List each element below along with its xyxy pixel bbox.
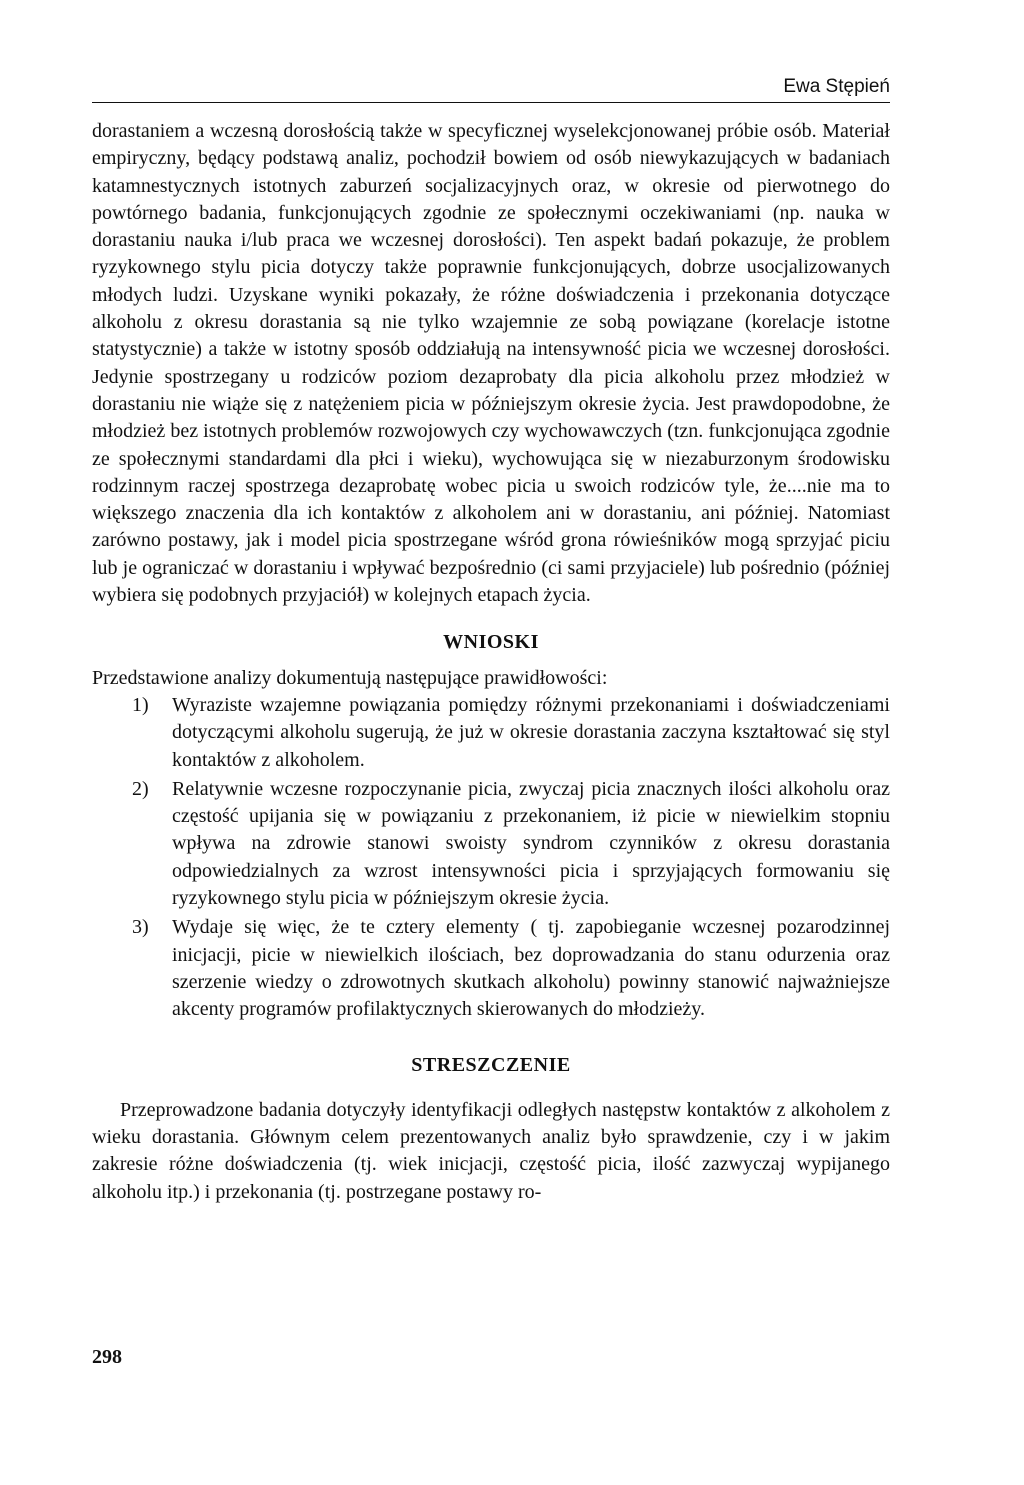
header-rule	[92, 102, 890, 103]
body-paragraph-continuation: dorastaniem a wczesną dorosłością także w specyficznej wyselekcjonowanej próbie osób. Materiał empiryczny, będący podstawą analiz, pochodził bowiem od osób niewykazujących w badaniach katamnestycznych istotnych zaburzeń socjalizacyjnych oraz, w okresie od pierwotnego do powtórnego badania, funkcjonujących zgodnie ze społecznymi oczekiwaniami (np. nauka w dorastaniu nauka i/lub praca we wczesnej dorosłości). Ten aspekt badań pokazuje, że problem ryzykownego stylu picia dotyczy także poprawnie funkcjonujących, dobrze usocjalizowanych młodych ludzi. Uzyskane wyniki pokazały, że różne doświadczenia i przekonania dotyczące alkoholu z okresu dorastania są nie tylko wzajemnie ze sobą powiązane (korelacje istotne statystycznie) a także w istotny sposób oddziałują na intensywność picia we wczesnej dorosłości. Jedynie spostrzegany u rodziców poziom dezaprobaty dla picia alkoholu przez młodzież w dorastaniu nie wiąże się z natężeniem picia w późniejszym okresie życia. Jest prawdopodobne, że młodzież bez istotnych problemów rozwojowych czy wychowawczych (tzn. funkcjonująca zgodnie ze społecznymi standardami dla płci i wieku), wychowująca się w niezaburzonym środowisku rodzinnym raczej spostrzega dezaprobatę wobec picia u swoich rodziców tyle, że....nie ma to większego znaczenia dla ich kontaktów z alkoholem ani w dorastaniu, ani później. Natomiast zarówno postawy, jak i model picia spostrzegane wśród grona rówieśników mogą sprzyjać piciu lub je ograniczać w dorastaniu i wpływać bezpośrednio (ci sami przyjaciele) lub pośrednio (później wybiera się podobnych przyjaciół) w kolejnych etapach życia.	[92, 120, 890, 607]
running-head-author: Ewa Stępień	[783, 76, 890, 97]
conclusion-item	[92, 914, 890, 1023]
conclusion-text: Relatywnie wczesne rozpoczynanie picia, zwyczaj picia znacznych ilości alkoholu oraz częstość upijania się w powiązaniu z przekonaniem, iż picie w niewielkim stopniu wpływa na zdrowie stanowi swoisty syndrom czynników z okresu dorastania odpowiedzialnych za wzrost intensywności picia i sprzyjających formowaniu się ryzykownego stylu picia w późniejszym okresie życia.	[172, 777, 890, 910]
conclusion-number: 2)	[132, 777, 149, 800]
section-heading-conclusions: WNIOSKI	[443, 631, 539, 654]
conclusion-item	[92, 776, 890, 912]
summary-paragraph: Przeprowadzone badania dotyczyły identyfikacji odległych następstw kontaktów z alkoholem z wieku dorastania. Głównym celem prezentowanych analiz było sprawdzenie, czy i w jakim zakresie różne doświadczenia (tj. wiek inicjacji, częstość picia, ilość zazwyczaj wypijanego alkoholu itp.) i przekonania (tj. postrzegane postawy ro-	[92, 1098, 890, 1203]
conclusions-list	[92, 692, 890, 1024]
conclusions-intro: Przedstawione analizy dokumentują następujące prawidłowości:	[92, 666, 608, 689]
section-heading-summary: STRESZCZENIE	[411, 1053, 571, 1076]
conclusion-number: 1)	[132, 693, 149, 716]
conclusion-number: 3)	[132, 916, 149, 939]
conclusion-text: Wyraziste wzajemne powiązania pomiędzy różnymi przekonaniami i doświadczeniami dotyczącymi alkoholu sugerują, że już w okresie dorastania zaczyna kształtować się styl kontaktów z alkoholem.	[172, 693, 890, 771]
conclusion-text: Wydaje się więc, że te cztery elementy ( tj. zapobieganie wczesnej pozarodzinnej inicjacji, picie w niewielkich ilościach, bez doprowadzania do stanu odurzenia oraz szerzenie wiedzy o zdrowotnych skutkach alkoholu) powinny stanowić najważniejsze akcenty programów profilaktycznych skierowanych do młodzieży.	[172, 916, 890, 1021]
page-body	[92, 118, 890, 1206]
conclusion-item	[92, 692, 890, 774]
page-number: 298	[92, 1346, 122, 1368]
